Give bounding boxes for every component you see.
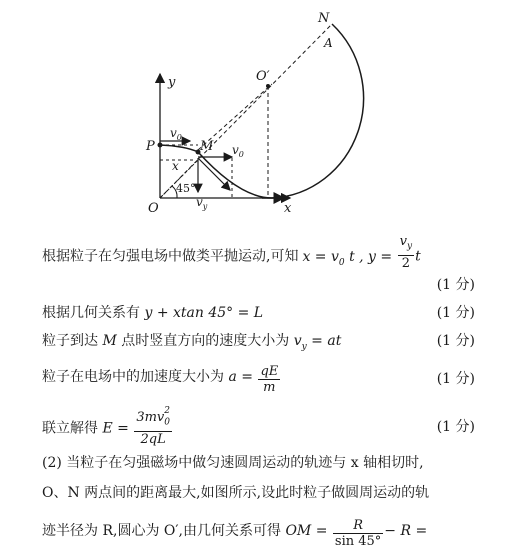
point-P bbox=[158, 143, 163, 148]
label-vy: $v_y$ bbox=[196, 195, 208, 211]
label-angle: 45° bbox=[176, 182, 196, 195]
label-A: A bbox=[324, 36, 333, 50]
line-5 bbox=[0, 358, 515, 395]
label-y-axis: y bbox=[168, 75, 176, 90]
line-8-text: O、N 两点间的距离最大,如图所示,设此时粒子做圆周运动的轨 bbox=[42, 485, 430, 501]
line-9-fraction: $\frac{R}{\sin 45^\circ}$ bbox=[334, 518, 382, 549]
line-3-score: (1 分) bbox=[436, 305, 475, 321]
line-8 bbox=[0, 482, 515, 504]
label-origin: O bbox=[148, 201, 159, 216]
line-6 bbox=[0, 402, 515, 447]
label-v0-top: $v_0$ bbox=[170, 126, 182, 142]
line-2 bbox=[0, 274, 515, 296]
line-5-eq: a = bbox=[228, 369, 253, 385]
physics-figure bbox=[0, 0, 515, 225]
label-M: M bbox=[200, 139, 214, 154]
label-P: P bbox=[146, 139, 155, 154]
line-1-fraction: $\frac{v_y}{2}$ bbox=[399, 234, 413, 271]
line-4 bbox=[0, 330, 515, 352]
line-3 bbox=[0, 302, 515, 324]
label-v0-right: $v_0$ bbox=[232, 143, 244, 159]
line-1-eq: $x = v_0$ t , y = bbox=[302, 248, 393, 268]
parabolic-trajectory bbox=[160, 145, 198, 152]
line-7 bbox=[0, 452, 515, 474]
label-O-prime: O′ bbox=[256, 69, 270, 84]
line-6-score: (1 分) bbox=[436, 419, 475, 435]
line-5-text: 粒子在电场中的加速度大小为 bbox=[42, 369, 224, 385]
line-1-tail: t bbox=[415, 248, 421, 265]
line-9-text: 迹半径为 R,圆心为 O′,由几何关系可得 bbox=[42, 523, 281, 539]
line-9-tail: − R = bbox=[384, 523, 428, 539]
line-3-text: 根据几何关系有 bbox=[42, 305, 140, 321]
line-4-eq: $v_y$ = at bbox=[293, 333, 342, 352]
line-5-score: (1 分) bbox=[436, 371, 475, 387]
line-9-eq: OM = bbox=[285, 523, 328, 539]
line-1-text: 根据粒子在匀强电场中做类平抛运动,可知 bbox=[42, 248, 299, 265]
line-6-text: 联立解得 bbox=[42, 420, 98, 437]
label-x-axis: x bbox=[284, 201, 292, 216]
line-9 bbox=[0, 508, 515, 548]
line-4-text2: 点时竖直方向的速度大小为 bbox=[121, 333, 290, 349]
line-3-eq: y + xtan 45° = L bbox=[144, 305, 264, 321]
label-x-segment: x bbox=[172, 159, 179, 173]
line-6-eq: E = bbox=[102, 420, 129, 437]
line-4-score: (1 分) bbox=[436, 333, 475, 349]
resultant-arrow bbox=[198, 158, 230, 190]
line-1 bbox=[0, 230, 515, 271]
line-6-fraction: 3mv 2 $_0$ 2qL bbox=[136, 406, 170, 447]
label-N: N bbox=[318, 11, 330, 26]
circular-trajectory bbox=[198, 24, 364, 198]
line-5-fraction: $\frac{qE}{m}$ bbox=[260, 364, 279, 395]
line-4-text: 粒子到达 bbox=[42, 333, 98, 349]
line-4-var: M bbox=[102, 333, 117, 349]
line-7-text: (2) 当粒子在匀强磁场中做匀速圆周运动的轨迹与 x 轴相切时, bbox=[42, 455, 424, 471]
point-O-prime bbox=[266, 84, 270, 88]
line-2-score: (1 分) bbox=[436, 277, 475, 293]
